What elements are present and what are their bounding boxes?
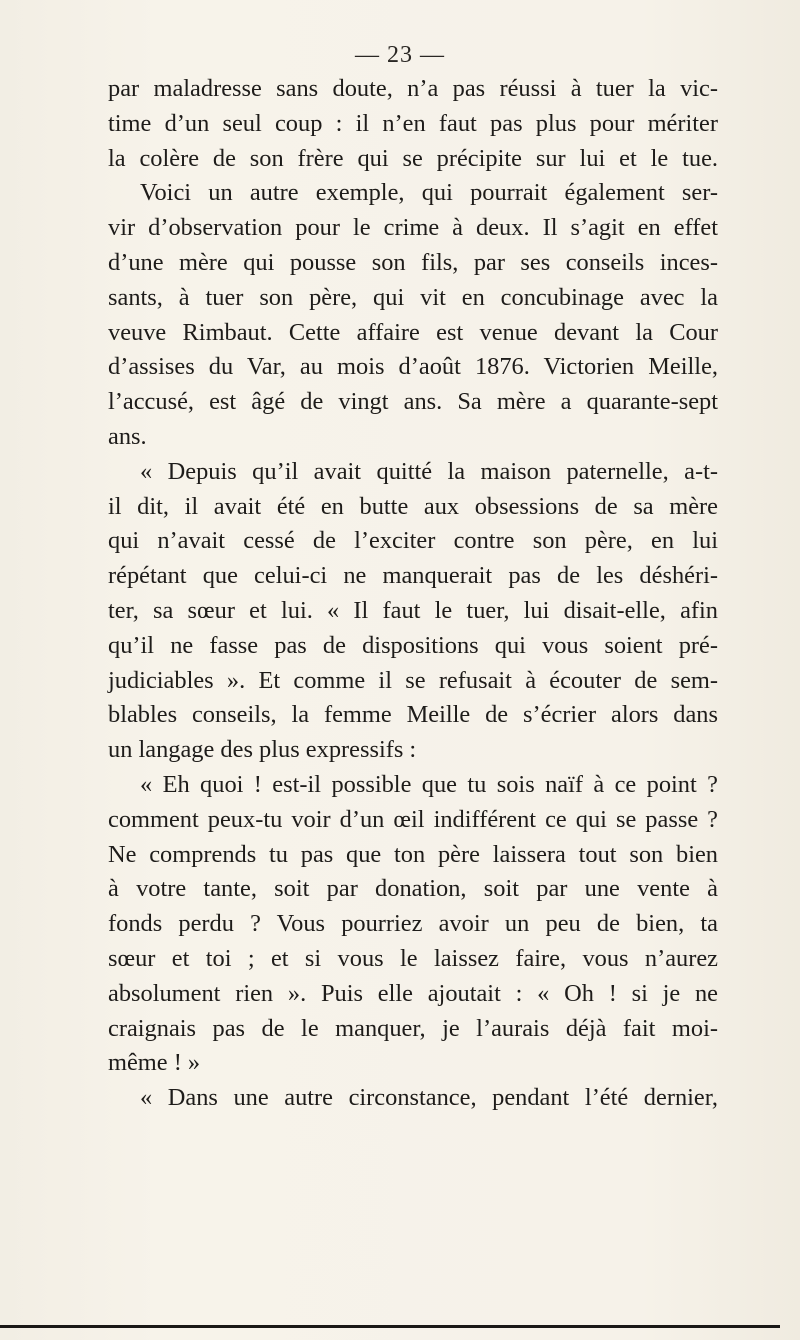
text-line: Voici un autre exemple, qui pourrait également ser- <box>140 179 718 207</box>
text-line: qui n’avait cessé de l’exciter contre son père, en lui <box>108 527 718 555</box>
text-line: d’une mère qui pousse son fils, par ses conseils inces- <box>108 248 718 276</box>
text-line: un langage des plus expressifs : <box>108 736 417 764</box>
text-line: sants, à tuer son père, qui vit en concubinage avec la <box>108 283 718 311</box>
page-number: — 23 — <box>355 42 445 68</box>
text-line: veuve Rimbaut. Cette affaire est venue devant la Cour <box>108 318 718 346</box>
text-line: répétant que celui-ci ne manquerait pas de les déshéri- <box>108 562 718 590</box>
text-line: l’accusé, est âgé de vingt ans. Sa mère a quarante-sept <box>108 388 718 416</box>
text-line: il dit, il avait été en butte aux obsessions de sa mère <box>108 492 718 520</box>
text-line: judiciables ». Et comme il se refusait à écouter de sem- <box>108 666 718 694</box>
text-line: sœur et toi ; et si vous le laissez faire, vous n’aurez <box>108 944 718 972</box>
text-line: « Eh quoi ! est-il possible que tu sois naïf à ce point ? <box>140 770 718 798</box>
text-line: vir d’observation pour le crime à deux. Il s’agit en effet <box>108 214 718 242</box>
text-line: « Depuis qu’il avait quitté la maison paternelle, a-t- <box>140 457 718 485</box>
text-line: qu’il ne fasse pas de dispositions qui vous soient pré- <box>108 631 718 659</box>
text-line: ans. <box>108 422 147 450</box>
text-line: comment peux-tu voir d’un œil indifférent ce qui se passe ? <box>108 805 718 833</box>
body-text <box>108 72 718 1116</box>
text-line: « Dans une autre circonstance, pendant l’été dernier, <box>140 1084 718 1112</box>
text-line: à votre tante, soit par donation, soit par une vente à <box>108 875 718 903</box>
text-line: ter, sa sœur et lui. « Il faut le tuer, lui disait-elle, afin <box>108 596 718 624</box>
text-line: par maladresse sans doute, n’a pas réussi à tuer la vic- <box>108 75 718 102</box>
text-line: absolument rien ». Puis elle ajoutait : « Oh ! si je ne <box>108 979 718 1007</box>
text-line: fonds perdu ? Vous pourriez avoir un peu de bien, ta <box>108 910 718 938</box>
text-line: time d’un seul coup : il n’en faut pas plus pour mériter <box>108 109 718 137</box>
bottom-edge-rule <box>0 1325 780 1328</box>
text-line: même ! » <box>108 1049 201 1077</box>
text-line: d’assises du Var, au mois d’août 1876. Victorien Meille, <box>108 353 718 381</box>
text-line: blables conseils, la femme Meille de s’écrier alors dans <box>108 701 718 729</box>
text-line: Ne comprends tu pas que ton père laissera tout son bien <box>108 840 718 868</box>
text-line: la colère de son frère qui se précipite sur lui et le tue. <box>108 144 718 172</box>
text-line: craignais pas de le manquer, je l’aurais déjà fait moi- <box>108 1014 718 1042</box>
